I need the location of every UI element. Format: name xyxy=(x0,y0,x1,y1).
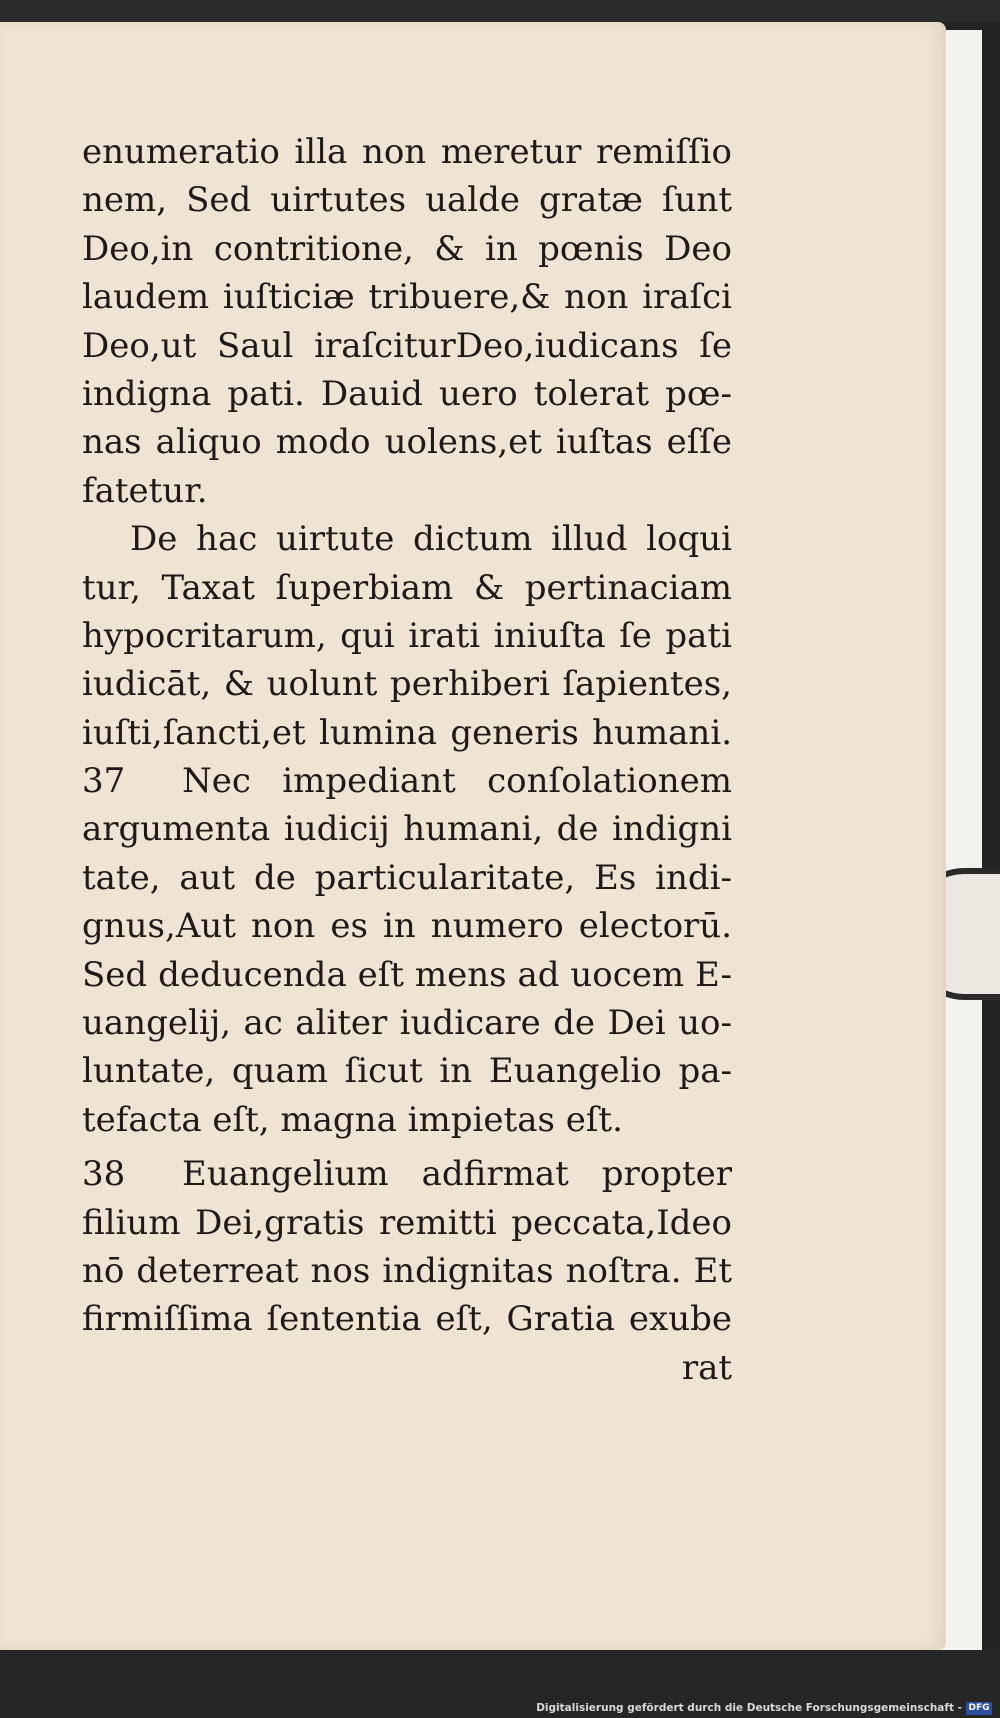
text-line: argumenta iudicij humani, de indigni xyxy=(82,809,732,850)
dfg-logo: DFG xyxy=(966,1702,992,1715)
digitization-credit: Digitalisierung gefördert durch die Deutsche Forschungsgemeinschaft - xyxy=(536,1702,962,1714)
numbered-line xyxy=(82,1150,732,1198)
section-number: 37 xyxy=(82,761,126,802)
text-line: nō deterreat nos indignitas noſtra. Et xyxy=(82,1250,732,1291)
section-number: 38 xyxy=(82,1154,126,1195)
text-line: De hac uirtute dictum illud loqui xyxy=(130,519,732,560)
text-line: firmiſſima ſententia eſt, Gratia exube xyxy=(82,1299,732,1340)
text-line: tate, aut de particularitate, Es indi- xyxy=(82,857,732,898)
book-page xyxy=(0,22,946,1650)
text-line: nem, Sed uirtutes ualde gratæ ſunt xyxy=(82,180,732,221)
text-line: uangelij, ac aliter iudicare de Dei uo- xyxy=(82,1003,732,1044)
text-line: iuſti,ſancti,et lumina generis humani. xyxy=(82,712,732,753)
text-line: laudem iuſticiæ tribuere,& non iraſci xyxy=(82,277,732,318)
numbered-line xyxy=(82,757,732,805)
text-line: filium Dei,gratis remitti peccata,Ideo xyxy=(82,1202,732,1243)
text-line: gnus,Aut non es in numero electorū. xyxy=(82,906,732,947)
text-line: enumeratio illa non meretur remiſſio xyxy=(82,132,732,172)
text-line: Nec impediant conſolationem xyxy=(182,761,732,802)
text-line: Deo,ut Saul iraſciturDeo,iudicans ſe xyxy=(82,325,732,366)
bottom-band xyxy=(0,1650,1000,1718)
text-line: tefacta eſt, magna impietas eſt. xyxy=(82,1099,623,1140)
catchword: rat xyxy=(681,1347,732,1388)
text-line: iudicāt, & uolunt perhiberi ſapientes, xyxy=(82,664,732,705)
text-line: fatetur. xyxy=(82,470,208,511)
text-line: hypocritarum, qui irati iniuſta ſe pati xyxy=(82,615,732,656)
page-text xyxy=(82,128,732,1392)
text-line: nas aliquo modo uolens,et iuſtas eſſe xyxy=(82,422,732,463)
text-line: tur, Taxat ſuperbiam & pertinaciam xyxy=(82,567,732,608)
text-line: Euangelium adfirmat propter xyxy=(182,1154,732,1195)
text-line: Deo,in contritione, & in pœnis Deo xyxy=(82,228,732,269)
book-top-edge xyxy=(0,0,1000,22)
text-line: Sed deducenda eſt mens ad uocem E- xyxy=(82,954,732,995)
text-line: luntate, quam ſicut in Euangelio pa- xyxy=(82,1051,732,1092)
text-line: indigna pati. Dauid uero tolerat pœ- xyxy=(82,373,732,414)
